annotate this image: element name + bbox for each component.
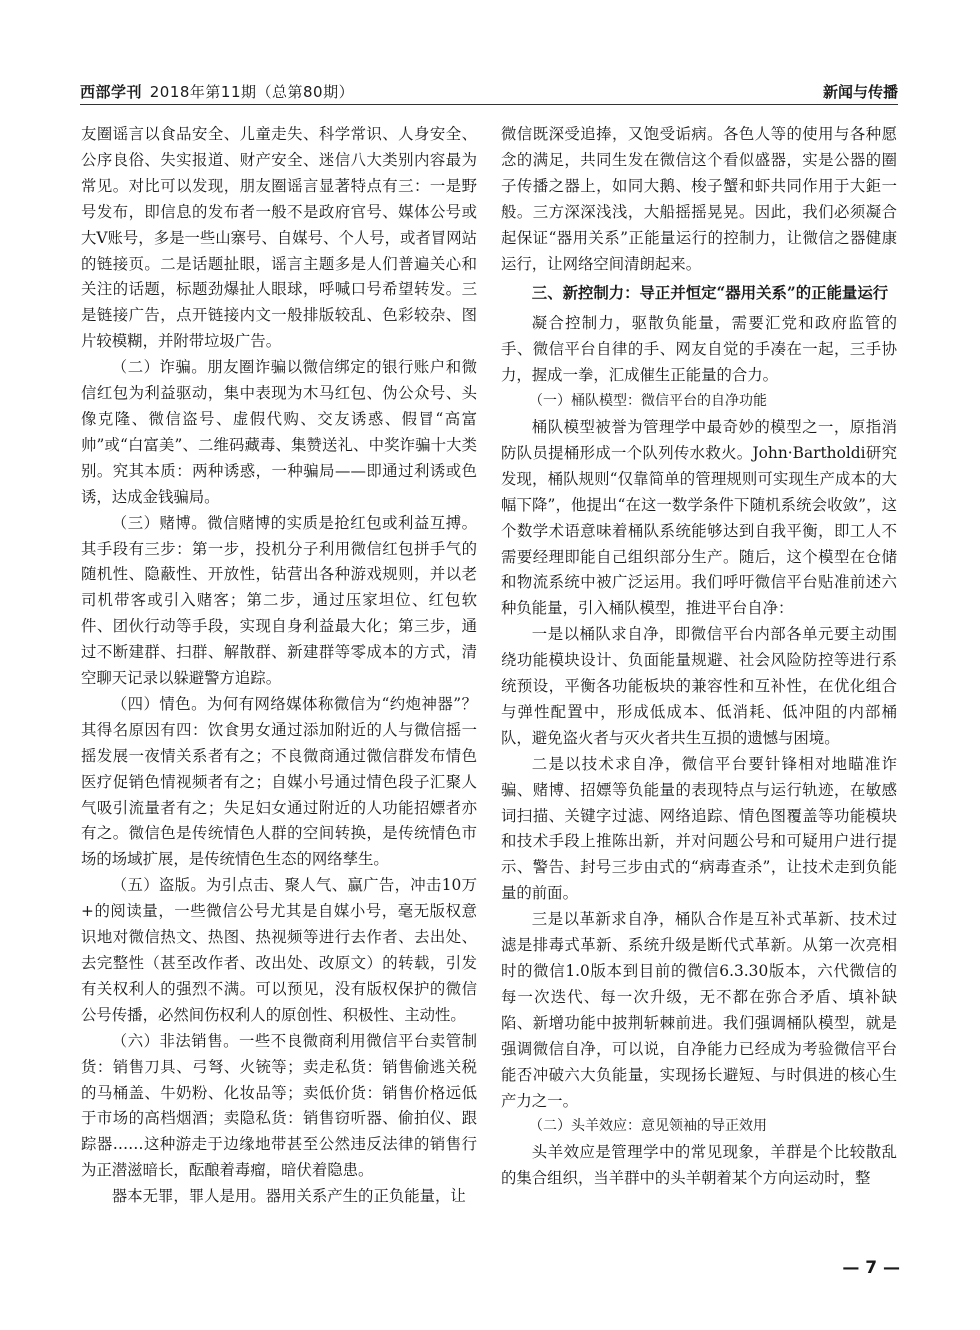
paragraph: （三）赌博。微信赌博的实质是抢红包或利益互搏。其手段有三步：第一步，投机分子利用微信红包拼手气的随机性、隐蔽性、开放性，钻营出各种游戏规则，并以老司机带客或引入赌客；第二步，通过压家坦位、红包软件、团伙行动等手段，实现自身利益最大化；第三步，通过不断建群、扫群、解散群、新建群等零成本的方式，清空聊天记录以躲避警方追踪。 (81, 513, 477, 688)
paragraph: 器本无罪，罪人是用。器用关系产生的正负能量，让 (111, 1187, 466, 1206)
paragraph: （五）盗版。为引点击、聚人气、赢广告，冲击10万+的阅读量，一些微信公号尤其是自媒小号，毫无版权意识地对微信热文、热图、热视频等进行去作者、去出处、去完整性（甚至改作者、改出处、改原文）的转载，引发有关权利人的强烈不满。可以预见，没有版权保护的微信公号传播，必然间伤权利人的原创性、积极性、主动性。 (81, 876, 477, 1024)
paragraph: 微信既深受追捧，又饱受诟病。各色人等的使用与各种愿念的满足，共同生发在微信这个看似盛器，实是公器的圈子传播之器上，如同大鹅、梭子蟹和虾共同作用于大鉅一般。三方深深浅浅，大船摇摇晃晃。因此，我们必须凝合起保证“器用关系”正能量运行的控制力，让微信之器健康运行，让网络空间清朗起来。 (501, 125, 897, 273)
journal-name: 西部学刊 (80, 83, 143, 101)
issue-info: 2018年第11期（总第80期） (149, 83, 355, 101)
section-name: 新闻与传播 (822, 83, 898, 101)
right-column (501, 122, 897, 1192)
paragraph: 三是以革新求自净，桶队合作是互补式革新、技术过滤是排毒式革新、系统升级是断代式革新。从第一次亮相时的微信1.0版本到目前的微信6.3.30版本，六代微信的每一次迭代、每一次升级，无不都在弥合矛盾、填补缺陷、新增功能中披荆斩棘前进。我们强调桶队模型，就是强调微信自净，可以说，自净能力已经成为考验微信平台能否冲破六大负能量，实现扬长避短、与时俱进的核心生产力之一。 (501, 910, 897, 1110)
running-header (80, 74, 898, 102)
paragraph: 头羊效应是管理学中的常见现象，羊群是个比较散乱的集合组织，当羊群中的头羊朝着某个方向运动时，整 (501, 1143, 897, 1188)
paragraph: 桶队模型被誉为管理学中最奇妙的模型之一，原指消防队员提桶形成一个队列传水救火。John·Bartholdi研究发现，桶队规则“仅靠简单的管理规则可实现生产成本的大幅下降”，他提出“在这一数学条件下随机系统会收敛”，这个数学术语意味着桶队系统能够达到自我平衡，即工人不需要经理即能自己组织部分生产。随后，这个模型在仓储和物流系统中被广泛运用。我们呼吁微信平台贴准前述六种负能量，引入桶队模型，推进平台自净： (501, 417, 897, 618)
section-heading: 三、新控制力：导正并恒定“器用关系”的正能量运行 (531, 284, 889, 303)
header-rule (80, 104, 898, 105)
left-column (81, 122, 477, 1210)
paragraph: 二是以技术求自净，微信平台要针锋相对地瞄准诈骗、赌博、招嫖等负能量的表现特点与运行轨迹，在敏感词扫描、关键字过滤、网络追踪、情色图覆盖等功能模块和技术手段上推陈出新，并对问题公号和可疑用户进行提示、警告、封号三步由式的“病毒查杀”，让技术走到负能量的前面。 (501, 754, 897, 903)
paragraph: 一是以桶队求自净，即微信平台内部各单元要主动围绕功能模块设计、负面能量规避、社会风险防控等进行系统预设，平衡各功能板块的兼容性和互补性，在优化组合与弹性配置中，形成低成本、低消耗、低冲阻的内部桶队，避免盗火者与灭火者共生互损的遗憾与困境。 (501, 625, 897, 747)
paragraph: （二）诈骗。朋友圈诈骗以微信绑定的银行账户和微信红包为利益驱动，集中表现为木马红包、伪公众号、头像克隆、微信盗号、虚假代购、交友诱惑、假冒“高富帅”或“白富美”、二维码藏毒、集赞送礼、中奖诈骗十大类别。究其本质：两种诱惑，一种骗局——即通过利诱或色诱，达成金钱骗局。 (81, 358, 477, 506)
paragraph: 友圈谣言以食品安全、儿童走失、科学常识、人身安全、公序良俗、失实报道、财产安全、迷信八大类别内容最为常见。对比可以发现，朋友圈谣言显著特点有三：一是野号发布，即信息的发布者一般不是政府官号、媒体公号或大V账号，多是一些山寨号、自媒号、个人号，或者冒网站的链接页。二是话题扯眼，谣言主题多是人们普遍关心和关注的话题，标题劲爆扯人眼球，呼喊口号希望转发。三是链接广告，点开链接内文一般排版较乱、色彩较杂、图片较模糊，并附带垃圾广告。 (81, 125, 477, 351)
paragraph: （四）情色。为何有网络媒体称微信为“约炮神器”？其得名原因有四：饮食男女通过添加附近的人与微信摇一摇发展一夜情关系者有之；不良微商通过微信群发布情色医疗促销色情视频者有之；自媒小号通过情色段子汇聚人气吸引流量者有之；失足妇女通过附近的人功能招嫖者亦有之。微信色是传统情色人群的空间转换，是传统情色市场的场域扩展，是传统情色生态的网络孳生。 (81, 694, 477, 869)
subsection-heading: （一）桶队模型：微信平台的自净功能 (529, 393, 767, 410)
page-number: — 7 — (842, 1258, 900, 1278)
subsection-heading: （二）头羊效应：意见领袖的导正效用 (529, 1118, 767, 1135)
paragraph: 凝合控制力，驱散负能量，需要汇党和政府监管的手、微信平台自律的手、网友自觉的手凑在一起，三手协力，握成一拳，汇成催生正能量的合力。 (501, 314, 897, 385)
paragraph: （六）非法销售。一些不良微商利用微信平台卖管制货：销售刀具、弓弩、火铳等；卖走私货：销售偷逃关税的马桶盖、牛奶粉、化妆品等；卖低价货：销售价格远低于市场的高档烟酒；卖隐私货：销售窃听器、偷拍仪、跟踪器……这种游走于边缘地带甚至公然违反法律的销售行为正潜滋暗长，酝酿着毒瘤，暗伏着隐患。 (81, 1031, 477, 1180)
journal-title (80, 81, 354, 102)
